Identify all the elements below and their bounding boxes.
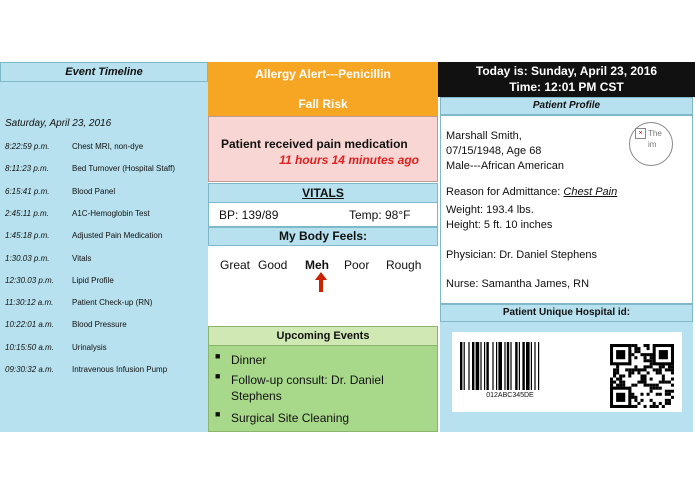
id-card xyxy=(452,332,682,412)
current-date-time xyxy=(438,62,695,97)
timeline-event: Blood Pressure xyxy=(72,320,127,330)
body-feels-header: My Body Feels: xyxy=(208,227,438,246)
admit-reason: Chest Pain xyxy=(563,186,618,198)
timeline-time: 2:45:11 p.m. xyxy=(5,208,49,218)
timeline-event: Blood Panel xyxy=(72,186,116,196)
feel-option-rough[interactable]: Rough xyxy=(386,258,422,272)
photo-alt-text: The im xyxy=(648,129,662,149)
timeline-row xyxy=(0,142,208,156)
allergy-alert: Allergy Alert---Penicillin xyxy=(208,62,438,87)
timeline-time: 10:22:01 a.m. xyxy=(5,320,54,330)
timeline-row xyxy=(0,164,208,178)
bullet-icon: ■ xyxy=(215,371,221,381)
broken-image-icon: × xyxy=(635,128,646,139)
hospital-id-header: Patient Unique Hospital id: xyxy=(440,304,693,322)
physician: Physician: Dr. Daniel Stephens xyxy=(446,249,598,261)
barcode-number: 012ABC345DE xyxy=(486,392,534,399)
bullet-icon: ■ xyxy=(215,409,221,419)
timeline-row xyxy=(0,343,208,357)
timeline-event: Chest MRI, non-dye xyxy=(72,142,144,151)
patient-height: Height: 5 ft. 10 inches xyxy=(446,219,553,231)
admit-label: Reason for Admittance: xyxy=(446,186,564,198)
timeline-time: 11:30:12 a.m. xyxy=(5,298,54,308)
patient-sex: Male---African American xyxy=(446,160,564,172)
timeline-row xyxy=(0,209,208,223)
today-date: Today is: Sunday, April 23, 2016 xyxy=(475,64,658,78)
timeline-time: 1:45:18 p.m. xyxy=(5,231,50,241)
nurse: Nurse: Samantha James, RN xyxy=(446,278,590,290)
timeline-event: Adjusted Pain Medication xyxy=(72,231,163,241)
upcoming-events-header: Upcoming Events xyxy=(208,326,438,346)
barcode-icon xyxy=(460,342,560,390)
timeline-time: 09:30:32 a.m. xyxy=(5,365,54,374)
today-time: Time: 12:01 PM CST xyxy=(509,80,624,94)
admit-reason-line xyxy=(446,186,617,198)
bullet-icon: ■ xyxy=(215,351,221,361)
patient-photo xyxy=(629,122,673,166)
timeline-time: 6:15:41 p.m. xyxy=(5,186,50,196)
patient-dob: 07/15/1948, Age 68 xyxy=(446,145,542,157)
timeline-time: 1:30.03 p.m. xyxy=(5,253,50,263)
up-arrow-icon xyxy=(315,272,327,292)
timeline-date: Saturday, April 23, 2016 xyxy=(5,118,112,129)
feel-option-poor[interactable]: Poor xyxy=(344,258,370,272)
timeline-event: Lipid Profile xyxy=(72,275,114,285)
timeline-row xyxy=(0,254,208,268)
fall-risk-alert: Fall Risk xyxy=(208,87,438,116)
vitals-panel xyxy=(208,203,438,227)
timeline-row xyxy=(0,298,208,312)
timeline-time: 8:11:23 p.m. xyxy=(5,164,49,174)
timeline-row xyxy=(0,320,208,334)
timeline-header: Event Timeline xyxy=(0,62,208,82)
timeline-panel xyxy=(0,82,208,432)
hospital-id-panel xyxy=(440,322,693,432)
feel-option-meh[interactable]: Meh xyxy=(305,258,329,272)
timeline-row xyxy=(0,365,208,379)
qr-code-icon xyxy=(610,344,674,408)
upcoming-events-panel: ■ Dinner ■ Follow-up consult: Dr. Daniel Stephens ■ Surgical Site Cleaning xyxy=(208,346,438,432)
timeline-row xyxy=(0,231,208,245)
timeline-time: 12:30.03 p.m. xyxy=(5,275,54,285)
pain-message: Patient received pain medication xyxy=(221,137,408,151)
temperature: Temp: 98°F xyxy=(349,208,411,222)
timeline-event: Bed Turnover (Hospital Staff) xyxy=(72,164,176,174)
timeline-event: A1C-Hemoglobin Test xyxy=(72,208,150,218)
blood-pressure: BP: 139/89 xyxy=(219,208,279,222)
patient-profile-panel xyxy=(440,115,693,304)
timeline-row xyxy=(0,187,208,201)
timeline-time: 10:15:50 a.m. xyxy=(5,342,54,352)
pain-elapsed: 11 hours 14 minutes ago xyxy=(279,153,419,167)
body-feels-panel xyxy=(208,246,438,326)
feel-option-great[interactable]: Great xyxy=(220,258,251,272)
timeline-event: Vitals xyxy=(72,253,92,263)
feel-option-good[interactable]: Good xyxy=(258,258,288,272)
patient-name: Marshall Smith, xyxy=(446,130,522,142)
timeline-event: Intravenous Infusion Pump xyxy=(72,365,168,374)
pain-medication-panel xyxy=(208,116,438,182)
timeline-time: 8:22:59 p.m. xyxy=(5,142,50,151)
patient-weight: Weight: 193.4 lbs. xyxy=(446,204,534,216)
patient-profile-header: Patient Profile xyxy=(440,97,693,115)
timeline-event: Patient Check-up (RN) xyxy=(72,298,153,308)
timeline-event: Urinalysis xyxy=(72,342,107,352)
timeline-row xyxy=(0,276,208,290)
vitals-header: VITALS xyxy=(208,183,438,203)
